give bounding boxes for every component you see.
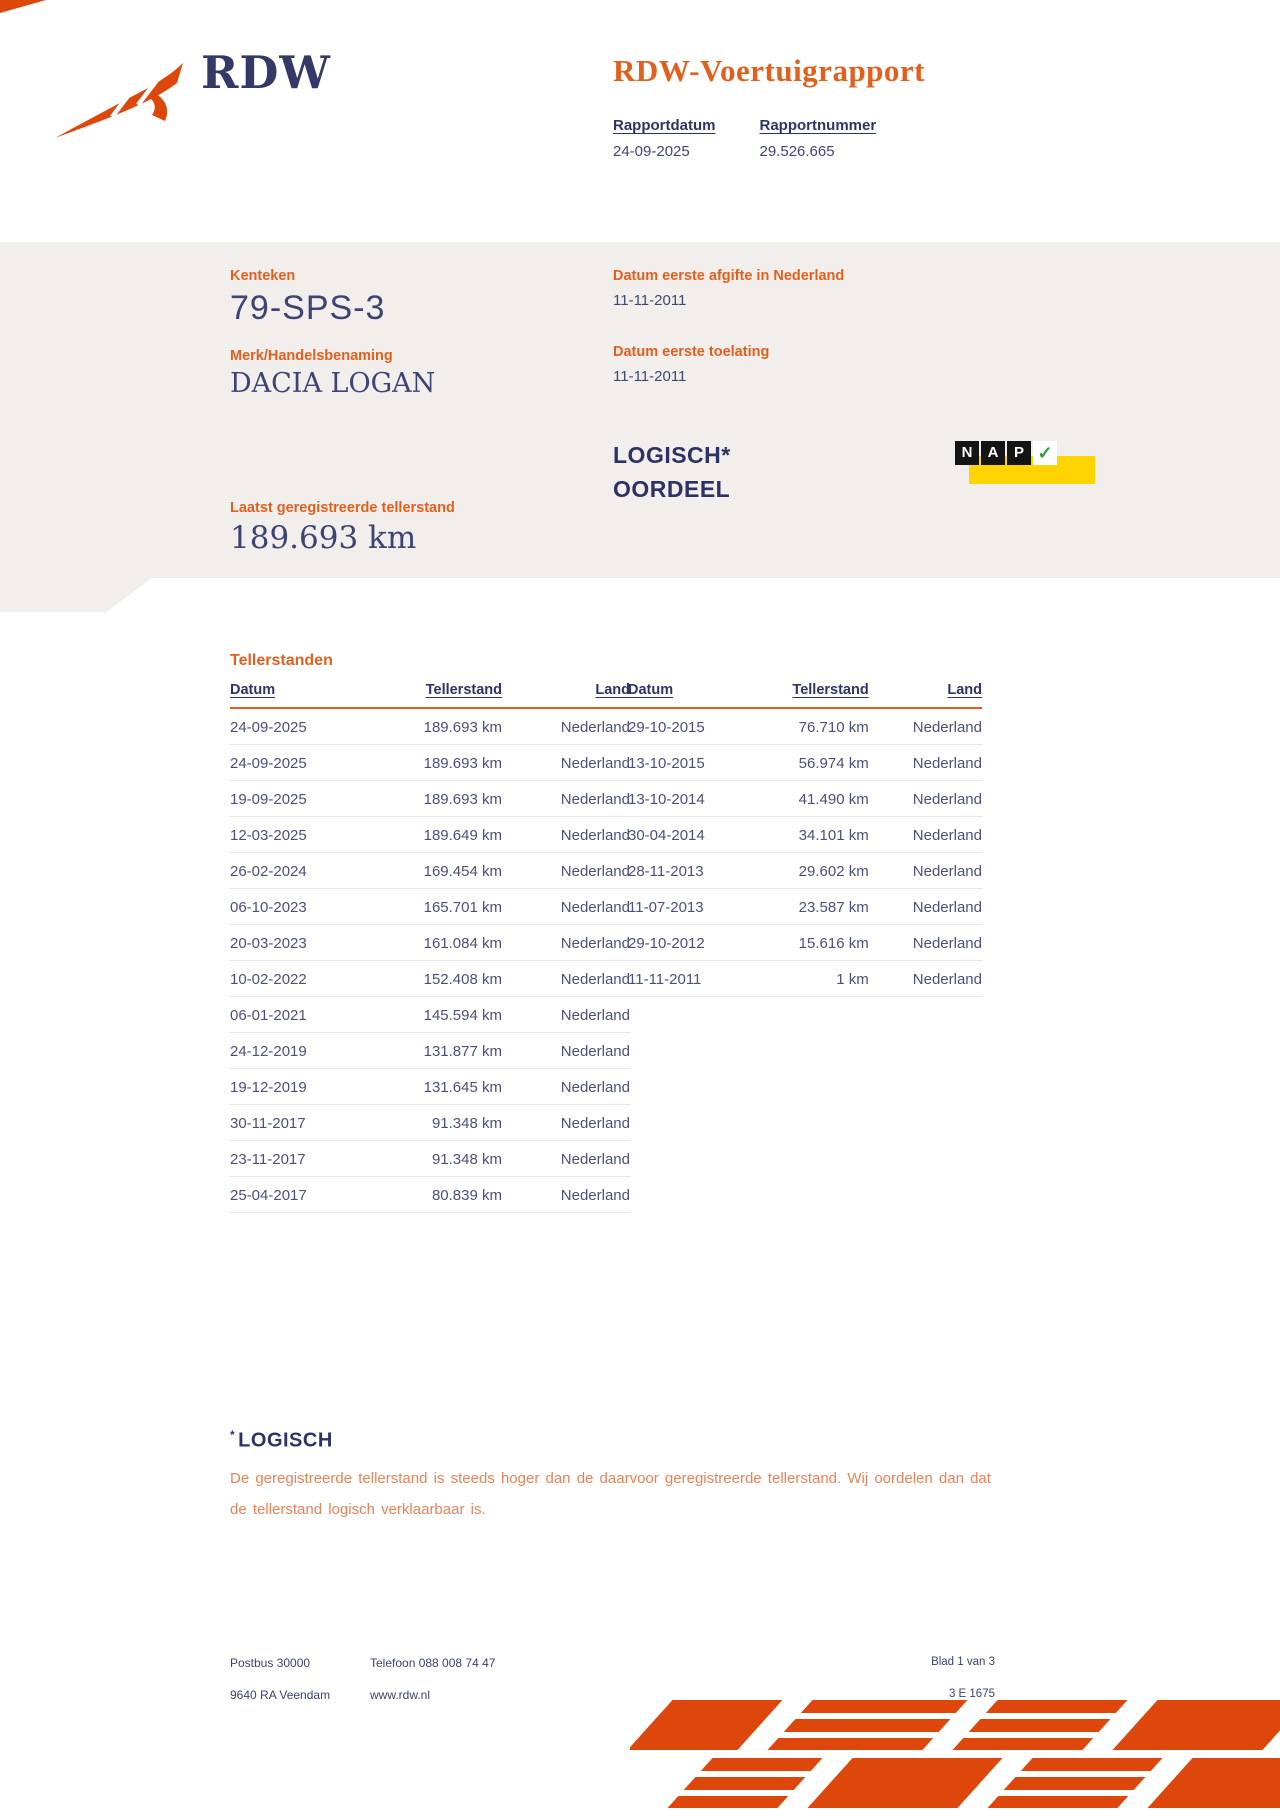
cell-land: Nederland <box>502 708 630 745</box>
cell-tellerstand: 152.408 km <box>382 961 502 997</box>
cell-land: Nederland <box>502 1141 630 1177</box>
table-row <box>628 781 982 817</box>
nap-letter-p: P <box>1007 441 1031 465</box>
table-row <box>230 1141 630 1177</box>
cell-datum: 19-12-2019 <box>230 1069 382 1105</box>
nap-checkmark-icon: ✓ <box>1033 441 1057 465</box>
cell-tellerstand: 189.693 km <box>382 708 502 745</box>
table-row <box>230 1177 630 1213</box>
page-title: RDW-Voertuigrapport <box>613 53 926 88</box>
oordeel-verdict <box>613 438 731 506</box>
table-row <box>230 708 630 745</box>
report-number-block <box>760 117 877 160</box>
table-row <box>230 1105 630 1141</box>
tellerstanden-title: Tellerstanden <box>230 652 333 669</box>
cell-datum: 28-11-2013 <box>628 853 763 889</box>
cell-datum: 13-10-2014 <box>628 781 763 817</box>
merk-label: Merk/Handelsbenaming <box>230 348 393 364</box>
table-row <box>230 997 630 1033</box>
cell-datum: 06-10-2023 <box>230 889 382 925</box>
footer-phone: Telefoon 088 008 74 47 <box>370 1656 496 1670</box>
nap-logo <box>955 441 1105 489</box>
deco-bar <box>1112 1700 1280 1750</box>
cell-datum: 29-10-2015 <box>628 708 763 745</box>
cell-land: Nederland <box>869 853 982 889</box>
report-date-block <box>613 117 716 160</box>
cell-tellerstand: 80.839 km <box>382 1177 502 1213</box>
cell-tellerstand: 91.348 km <box>382 1105 502 1141</box>
cell-datum: 06-01-2021 <box>230 997 382 1033</box>
cell-tellerstand: 169.454 km <box>382 853 502 889</box>
cell-tellerstand: 189.649 km <box>382 817 502 853</box>
cell-land: Nederland <box>502 997 630 1033</box>
deco-bar <box>1147 1758 1280 1808</box>
cell-land: Nederland <box>502 1105 630 1141</box>
kenteken-value: 79-SPS-3 <box>230 289 386 327</box>
report-number-label: Rapportnummer <box>759 117 877 134</box>
footer-page-number: Blad 1 van 3 <box>931 1656 995 1668</box>
table-row <box>230 1069 630 1105</box>
deco-bar <box>767 1700 967 1750</box>
report-number-value: 29.526.665 <box>759 143 835 160</box>
cell-datum: 30-11-2017 <box>230 1105 382 1141</box>
header-tellerstand: Tellerstand <box>763 682 869 708</box>
table-row <box>628 817 982 853</box>
afgifte-label: Datum eerste afgifte in Nederland <box>613 268 845 284</box>
table-row <box>230 961 630 997</box>
cell-datum: 11-11-2011 <box>628 961 763 997</box>
cell-datum: 12-03-2025 <box>230 817 382 853</box>
cell-datum: 30-04-2014 <box>628 817 763 853</box>
cell-land: Nederland <box>502 925 630 961</box>
cell-tellerstand: 165.701 km <box>382 889 502 925</box>
cell-land: Nederland <box>502 961 630 997</box>
cell-datum: 29-10-2012 <box>628 925 763 961</box>
cell-tellerstand: 15.616 km <box>763 925 869 961</box>
cell-tellerstand: 29.602 km <box>763 853 869 889</box>
cell-land: Nederland <box>869 817 982 853</box>
vehicle-summary-panel-tab <box>0 578 152 612</box>
cell-datum: 11-07-2013 <box>628 889 763 925</box>
report-meta <box>613 117 876 160</box>
logisch-heading: * LOGISCH <box>230 1428 333 1452</box>
kenteken-label: Kenteken <box>230 268 296 284</box>
deco-bar <box>630 1700 783 1750</box>
report-date-value: 24-09-2025 <box>613 143 690 160</box>
cell-tellerstand: 91.348 km <box>382 1141 502 1177</box>
cell-land: Nederland <box>869 745 982 781</box>
table-row <box>628 745 982 781</box>
cell-land: Nederland <box>869 925 982 961</box>
cell-datum: 20-03-2023 <box>230 925 382 961</box>
afgifte-value: 11-11-2011 <box>613 292 687 309</box>
cell-land: Nederland <box>869 889 982 925</box>
logisch-asterisk: * <box>230 1428 236 1442</box>
footer-doc-code: 3 E 1675 <box>948 1688 995 1700</box>
cell-tellerstand: 131.645 km <box>382 1069 502 1105</box>
cell-tellerstand: 41.490 km <box>763 781 869 817</box>
table-row <box>230 925 630 961</box>
table-row <box>230 1033 630 1069</box>
header-land: Land <box>869 682 982 708</box>
table-header-row <box>628 682 982 708</box>
cell-land: Nederland <box>502 745 630 781</box>
cell-datum: 13-10-2015 <box>628 745 763 781</box>
cell-land: Nederland <box>502 817 630 853</box>
cell-tellerstand: 34.101 km <box>763 817 869 853</box>
cell-land: Nederland <box>502 1033 630 1069</box>
cell-land: Nederland <box>869 708 982 745</box>
cell-datum: 10-02-2022 <box>230 961 382 997</box>
merk-value: DACIA LOGAN <box>230 368 436 399</box>
footer-website: www.rdw.nl <box>370 1688 431 1702</box>
toelating-value: 11-11-2011 <box>613 368 687 385</box>
cell-land: Nederland <box>502 853 630 889</box>
deco-bar <box>667 1758 822 1808</box>
footer-address-line1: Postbus 30000 <box>230 1656 311 1670</box>
oordeel-line1: LOGISCH* <box>613 442 731 468</box>
deco-bar <box>987 1758 1162 1808</box>
cell-tellerstand: 189.693 km <box>382 781 502 817</box>
header-datum: Datum <box>628 682 763 708</box>
header-tellerstand: Tellerstand <box>382 682 502 708</box>
table-row <box>230 853 630 889</box>
cell-tellerstand: 1 km <box>763 961 869 997</box>
cell-land: Nederland <box>502 781 630 817</box>
cell-tellerstand: 23.587 km <box>763 889 869 925</box>
tellerstanden-table-left <box>230 682 630 1213</box>
cell-land: Nederland <box>502 889 630 925</box>
laatste-tellerstand-value: 189.693 km <box>230 520 417 556</box>
footer-address-line2: 9640 RA Veendam <box>230 1688 331 1702</box>
table-row <box>230 817 630 853</box>
table-row <box>628 925 982 961</box>
table-row <box>628 889 982 925</box>
cell-datum: 24-12-2019 <box>230 1033 382 1069</box>
oordeel-line2: OORDEEL <box>613 476 731 502</box>
cell-datum: 24-09-2025 <box>230 708 382 745</box>
cell-land: Nederland <box>869 961 982 997</box>
table-row <box>230 745 630 781</box>
header-datum: Datum <box>230 682 382 708</box>
nap-letter-a: A <box>981 441 1005 465</box>
logisch-explanation: De geregistreerde tellerstand is steeds hoger dan de daarvoor geregistreerde tellerstand. Wij oordelen dan dat de tellerstand logisch verklaarbaar is. <box>230 1470 991 1518</box>
table-row <box>628 961 982 997</box>
rdw-feather-logo-icon <box>52 60 190 144</box>
cell-datum: 23-11-2017 <box>230 1141 382 1177</box>
laatste-tellerstand-label: Laatst geregistreerde tellerstand <box>230 500 455 516</box>
cell-land: Nederland <box>502 1069 630 1105</box>
cell-land: Nederland <box>502 1177 630 1213</box>
deco-bar <box>807 1758 1002 1808</box>
report-date-label: Rapportdatum <box>613 117 716 134</box>
cell-tellerstand: 161.084 km <box>382 925 502 961</box>
table-row <box>628 708 982 745</box>
table-header-row <box>230 682 630 708</box>
tellerstanden-table-right <box>628 682 982 997</box>
cell-tellerstand: 189.693 km <box>382 745 502 781</box>
cell-tellerstand: 76.710 km <box>763 708 869 745</box>
tire-track-decoration <box>630 1698 1280 1810</box>
deco-bar <box>952 1700 1127 1750</box>
rdw-wordmark: RDW <box>201 46 331 99</box>
cell-datum: 19-09-2025 <box>230 781 382 817</box>
header-land: Land <box>502 682 630 708</box>
toelating-label: Datum eerste toelating <box>613 344 770 360</box>
cell-datum: 25-04-2017 <box>230 1177 382 1213</box>
cell-land: Nederland <box>869 781 982 817</box>
table-row <box>628 853 982 889</box>
cell-datum: 24-09-2025 <box>230 745 382 781</box>
table-row <box>230 889 630 925</box>
table-row <box>230 781 630 817</box>
nap-letter-n: N <box>955 441 979 465</box>
corner-accent-shape <box>0 0 46 13</box>
cell-datum: 26-02-2024 <box>230 853 382 889</box>
cell-tellerstand: 131.877 km <box>382 1033 502 1069</box>
cell-tellerstand: 145.594 km <box>382 997 502 1033</box>
cell-tellerstand: 56.974 km <box>763 745 869 781</box>
